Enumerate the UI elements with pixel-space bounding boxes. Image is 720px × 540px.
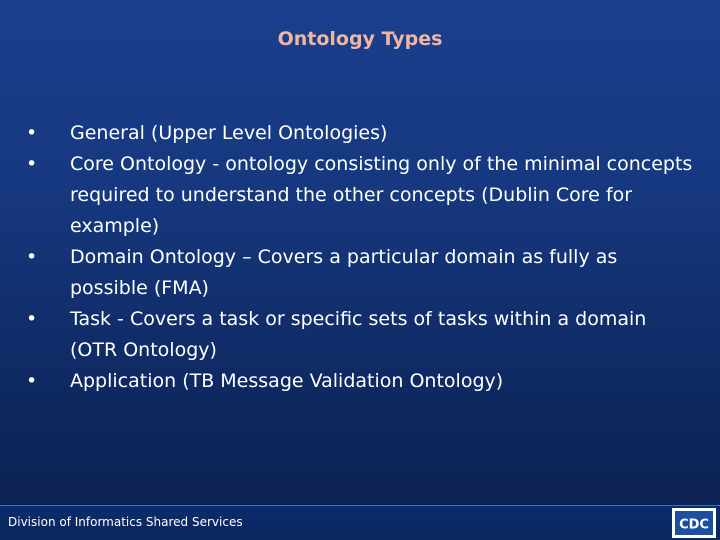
bullet-item: [24, 366, 694, 397]
slide-title: Ontology Types: [277, 28, 443, 50]
bullet-list: [24, 118, 694, 397]
footer-org-text: Division of Informatics Shared Services: [8, 515, 243, 529]
bullet-item: [24, 118, 694, 149]
footer-bar: [0, 505, 720, 540]
bullet-text: Task - Covers a task or specific sets of tasks within a domain (OTR Ontology): [70, 308, 647, 361]
cdc-logo-icon: [672, 508, 716, 538]
bullet-marker: •: [26, 122, 38, 144]
cdc-logo-text: CDC: [679, 517, 709, 533]
bullet-text: Domain Ontology – Covers a particular domain as fully as possible (FMA): [70, 246, 618, 299]
bullet-marker: •: [26, 308, 38, 330]
bullet-item: [24, 149, 694, 242]
bullet-marker: •: [26, 153, 38, 175]
bullet-text: General (Upper Level Ontologies): [70, 122, 388, 144]
bullet-marker: •: [26, 246, 38, 268]
bullet-item: [24, 242, 694, 304]
bullet-marker: •: [26, 370, 38, 392]
bullet-item: [24, 304, 694, 366]
bullet-text: Core Ontology - ontology consisting only of the minimal concepts required to understand the other concepts (Dublin Core for example): [70, 153, 693, 237]
bullet-text: Application (TB Message Validation Ontology): [70, 370, 504, 392]
